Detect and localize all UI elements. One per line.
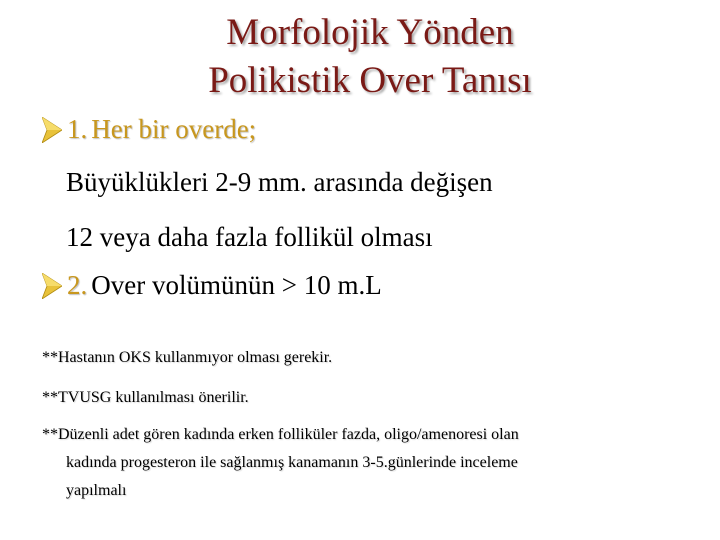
note-tvusg: **TVUSG kullanılması önerilir. xyxy=(42,389,249,406)
note-timing-line3: yapılmalı xyxy=(66,482,127,499)
bullet-item-2 xyxy=(42,270,382,301)
bullet1-detail-line2: 12 veya daha fazla follikül olması xyxy=(66,222,433,252)
slide-title-line1: Morfolojik Yönden xyxy=(226,12,514,53)
bullet-item-1 xyxy=(42,114,256,145)
arrow-bullet-icon xyxy=(42,273,62,299)
bullet-number: 2. xyxy=(67,270,88,300)
bullet-text: Over volümünün > 10 m.L xyxy=(91,270,382,300)
bullet-heading: Her bir overde; xyxy=(91,114,257,144)
note-timing-line1: **Düzenli adet gören kadında erken folliküler fazda, oligo/amenoresi olan xyxy=(42,426,519,443)
bullet1-detail-line1: Büyüklükleri 2-9 mm. arasında değişen xyxy=(66,167,493,197)
slide-title-line2: Polikistik Over Tanısı xyxy=(208,60,532,101)
note-oks: **Hastanın OKS kullanmıyor olması gerekir. xyxy=(42,349,333,366)
note-timing-line2: kadında progesteron ile sağlanmış kanamanın 3-5.günlerinde inceleme xyxy=(66,454,518,471)
bullet-number: 1. xyxy=(67,114,88,144)
arrow-bullet-icon xyxy=(42,117,62,143)
